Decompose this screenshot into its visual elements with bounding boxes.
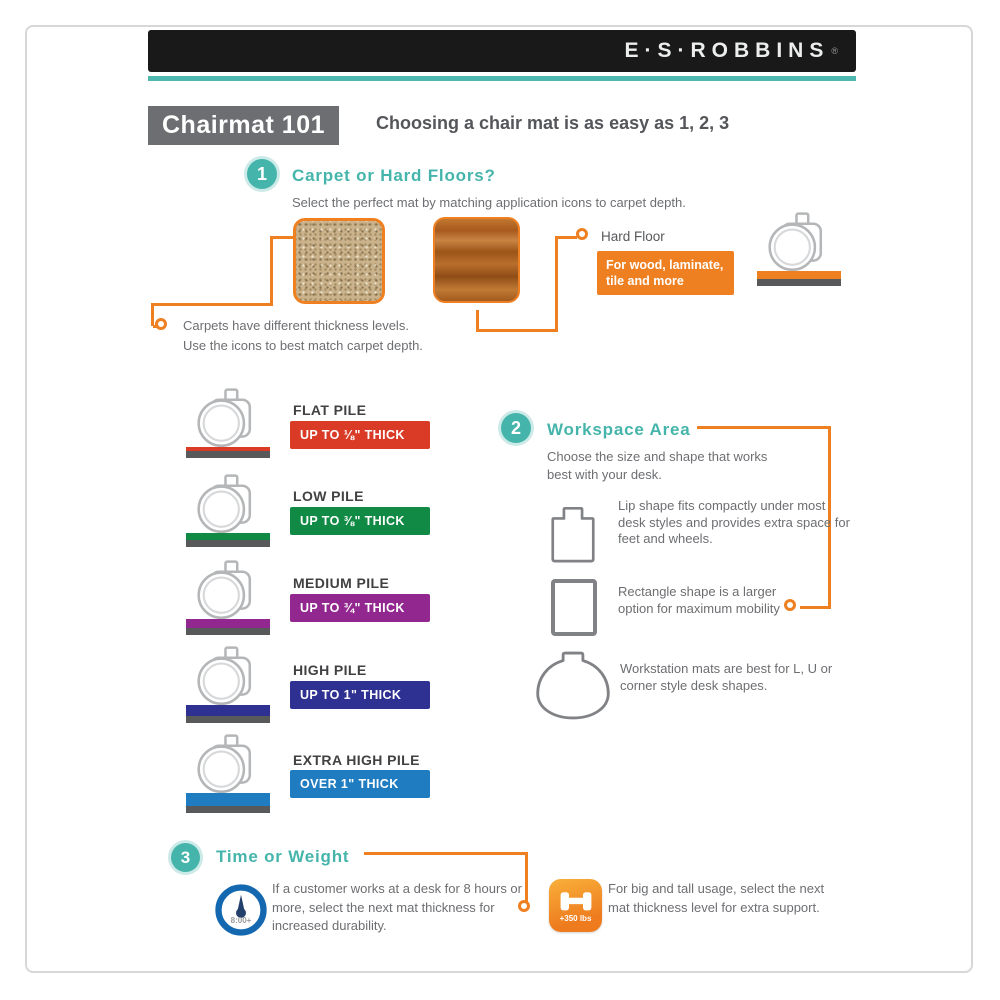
page-title: Chairmat 101	[148, 106, 339, 145]
hard-floor-caster-icon	[757, 212, 841, 286]
clock-icon	[214, 883, 268, 937]
registered-trademark-mark: ®	[831, 46, 838, 56]
workstation-shape-icon	[533, 650, 613, 726]
hard-floor-callout: For wood, laminate, tile and more	[597, 251, 734, 295]
teal-accent-line	[148, 76, 856, 81]
brand-header-bar	[148, 30, 856, 72]
step-1-number: 1	[247, 159, 277, 189]
pile-name: MEDIUM PILE	[293, 575, 390, 591]
pile-thickness-badge: UP TO 1" THICK	[290, 681, 430, 709]
hard-floor-texture-image	[433, 217, 520, 303]
step-3-heading: Time or Weight	[216, 847, 350, 866]
step-2-description: Choose the size and shape that works best with your desk.	[547, 449, 768, 482]
carpet-note-line1: Carpets have different thickness levels.	[183, 318, 409, 333]
pile-name: LOW PILE	[293, 488, 364, 504]
pile-thickness-badge: UP TO ⅜" THICK	[290, 507, 430, 535]
step-1-heading: Carpet or Hard Floors?	[292, 166, 496, 185]
page-tagline: Choosing a chair mat is as easy as 1, 2, 3	[376, 113, 730, 133]
high-pile-caster-icon	[186, 646, 270, 723]
step-1-description: Select the perfect mat by matching application icons to carpet depth.	[292, 195, 686, 210]
pile-name: FLAT PILE	[293, 402, 367, 418]
carpet-connector-dot	[155, 318, 167, 330]
lip-shape-text: Lip shape fits compactly under most desk styles and provides extra space for feet and wheels.	[618, 498, 850, 546]
rectangle-shape-icon	[551, 579, 597, 636]
pile-thickness-badge: UP TO ¾" THICK	[290, 594, 430, 622]
extra-high-pile-caster-icon	[186, 734, 270, 813]
rectangle-shape-text: Rectangle shape is a larger option for maximum mobility	[618, 584, 780, 616]
step-2-heading: Workspace Area	[547, 420, 691, 439]
clock-icon-label: 8:00+	[230, 916, 252, 925]
brand-logo: E·S·ROBBINS	[624, 39, 830, 62]
step-2-number: 2	[501, 413, 531, 443]
weight-icon	[549, 879, 602, 932]
flat-pile-caster-icon	[186, 388, 270, 458]
pile-name: EXTRA HIGH PILE	[293, 752, 420, 768]
medium-pile-caster-icon	[186, 560, 270, 635]
pile-name: HIGH PILE	[293, 662, 367, 678]
hard-floor-connector-dot	[576, 228, 588, 240]
hard-floor-label: Hard Floor	[601, 229, 665, 244]
carpet-note-line2: Use the icons to best match carpet depth.	[183, 338, 423, 353]
pile-thickness-badge: UP TO ⅛" THICK	[290, 421, 430, 449]
lip-shape-icon	[549, 504, 597, 571]
workstation-shape-text: Workstation mats are best for L, U or corner style desk shapes.	[620, 661, 833, 693]
step-3-number: 3	[171, 843, 200, 872]
low-pile-caster-icon	[186, 474, 270, 547]
time-text: If a customer works at a desk for 8 hours or more, select the next mat thickness for increased durability.	[272, 881, 522, 933]
weight-icon-label: +350 lbs	[559, 914, 592, 923]
pile-thickness-badge: OVER 1" THICK	[290, 770, 430, 798]
weight-text: For big and tall usage, select the next mat thickness level for extra support.	[608, 881, 825, 915]
carpet-texture-image	[293, 218, 385, 304]
